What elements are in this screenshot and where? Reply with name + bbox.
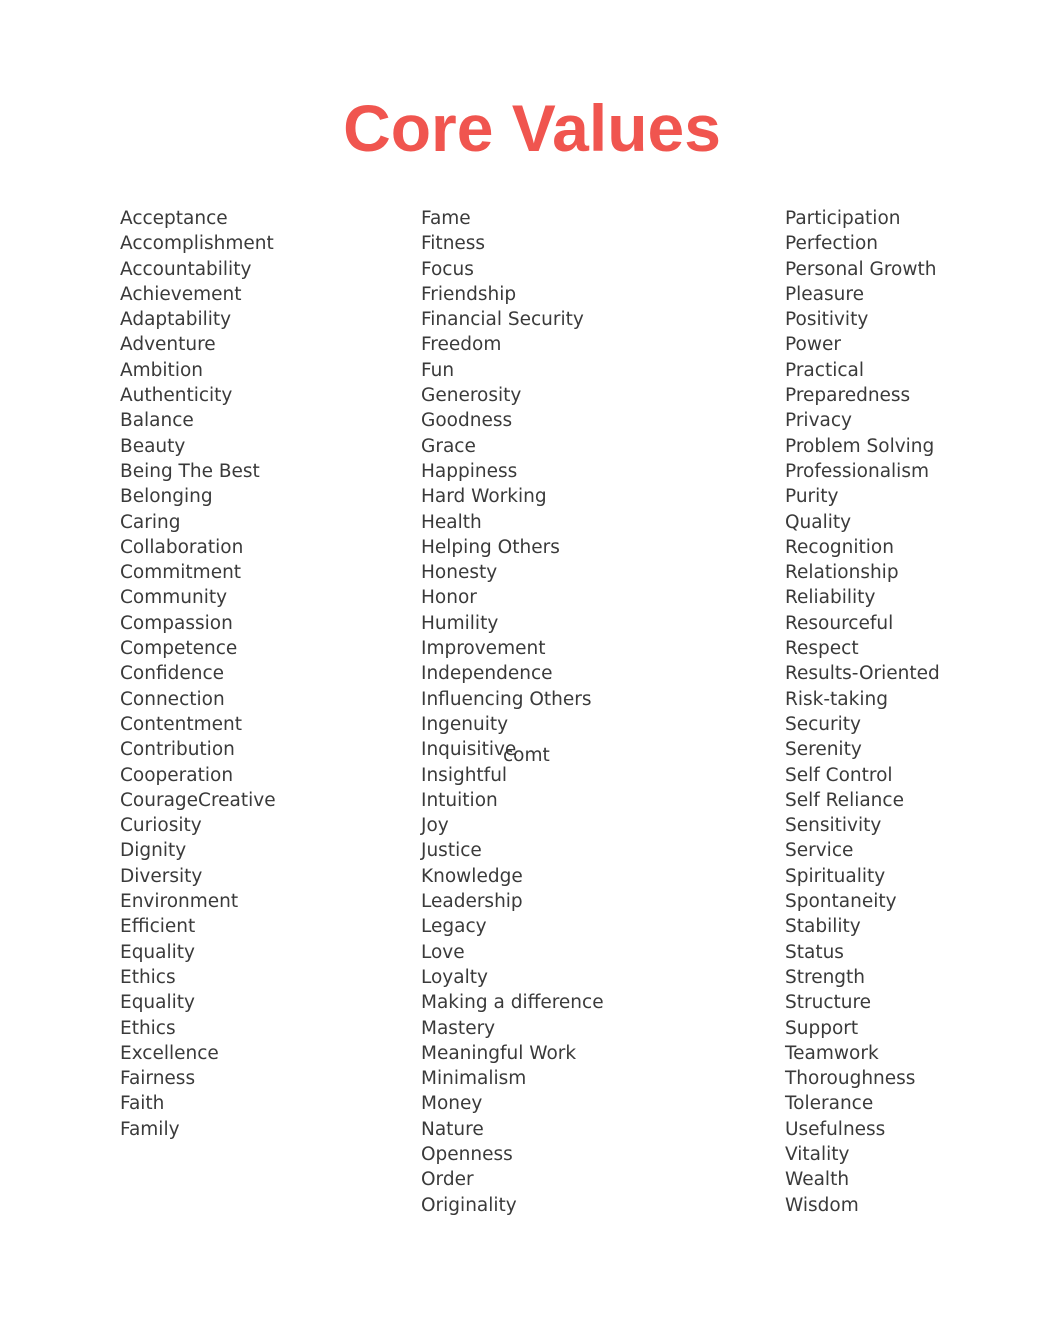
- value-item: Insightful: [421, 764, 508, 786]
- value-item: Focus: [421, 258, 474, 280]
- values-column-3: [785, 206, 940, 1218]
- values-column-1: [120, 206, 276, 1142]
- value-item: Improvement: [421, 638, 546, 660]
- value-item: Fame: [421, 208, 471, 229]
- value-item: Happiness: [421, 460, 518, 482]
- value-item: Relationship: [785, 562, 899, 584]
- value-item: Caring: [120, 511, 181, 533]
- value-item: Professionalism: [785, 460, 929, 482]
- value-item: Influencing Others: [421, 688, 592, 710]
- value-item: Inquisitive: [421, 739, 517, 761]
- value-item: Reliability: [785, 587, 876, 609]
- value-item: Vitality: [785, 1143, 850, 1165]
- value-item: Competence: [120, 638, 238, 660]
- value-item: Openness: [421, 1143, 513, 1165]
- value-item: Ethics: [120, 1017, 176, 1039]
- value-item: Goodness: [421, 410, 513, 432]
- value-item: Privacy: [785, 410, 852, 432]
- value-item: Practical: [785, 359, 864, 381]
- value-item: Fun: [421, 359, 455, 381]
- value-item: Belonging: [120, 486, 213, 508]
- value-item: Personal Growth: [785, 258, 937, 280]
- stray-text: comt: [503, 745, 550, 766]
- value-item: Justice: [421, 840, 482, 862]
- value-item: Spirituality: [785, 865, 886, 887]
- value-item: Positivity: [785, 309, 869, 331]
- value-item: Honor: [421, 587, 477, 609]
- value-item: Stability: [785, 916, 861, 938]
- value-item: Financial Security: [421, 309, 584, 331]
- value-item: Preparedness: [785, 385, 911, 407]
- value-item: Leadership: [421, 891, 523, 913]
- value-item: Participation: [785, 208, 901, 229]
- value-item: Accomplishment: [120, 233, 274, 255]
- value-item: Acceptance: [120, 208, 228, 229]
- value-item: Love: [421, 941, 465, 963]
- value-item: Money: [421, 1093, 483, 1115]
- value-item: Freedom: [421, 334, 502, 356]
- value-item: Problem Solving: [785, 435, 935, 457]
- value-item: Respect: [785, 638, 859, 660]
- value-item: Contentment: [120, 713, 242, 735]
- value-item: Connection: [120, 688, 225, 710]
- value-item: Self Control: [785, 764, 893, 786]
- value-item: Accountability: [120, 258, 252, 280]
- value-item: Nature: [421, 1118, 484, 1140]
- value-item: Wealth: [785, 1169, 850, 1191]
- value-item: Joy: [421, 815, 449, 837]
- value-item: Confidence: [120, 663, 225, 685]
- value-item: Serenity: [785, 739, 862, 761]
- value-item: Equality: [120, 992, 195, 1014]
- value-item: Fairness: [120, 1068, 196, 1090]
- value-item: Mastery: [421, 1017, 496, 1039]
- value-item: Self Reliance: [785, 789, 904, 811]
- value-item: Authenticity: [120, 385, 233, 407]
- value-item: Curiosity: [120, 815, 202, 837]
- value-item: Adventure: [120, 334, 216, 356]
- value-item: Generosity: [421, 385, 522, 407]
- value-item: Adaptability: [120, 309, 232, 331]
- value-item: Ingenuity: [421, 713, 509, 735]
- value-item: Compassion: [120, 612, 233, 634]
- value-item: Commitment: [120, 562, 242, 584]
- value-item: Efficient: [120, 916, 196, 938]
- value-item: Legacy: [421, 916, 487, 938]
- value-item: Recognition: [785, 536, 894, 558]
- value-item: Fitness: [421, 233, 486, 255]
- value-item: Excellence: [120, 1042, 219, 1064]
- value-item: Pleasure: [785, 283, 864, 305]
- value-item: Independence: [421, 663, 553, 685]
- value-item: Community: [120, 587, 228, 609]
- page-title: Core Values: [343, 91, 721, 165]
- value-item: Helping Others: [421, 536, 560, 558]
- value-item: Grace: [421, 435, 476, 457]
- value-item: Resourceful: [785, 612, 894, 634]
- value-item: Collaboration: [120, 536, 244, 558]
- value-item: Usefulness: [785, 1118, 886, 1140]
- value-item: Beauty: [120, 435, 186, 457]
- value-item: Humility: [421, 612, 499, 634]
- value-item: Diversity: [120, 865, 203, 887]
- value-item: Friendship: [421, 283, 517, 305]
- value-item: Being The Best: [120, 460, 260, 482]
- value-item: Service: [785, 840, 854, 862]
- value-item: Ambition: [120, 359, 203, 381]
- value-item: Minimalism: [421, 1068, 527, 1090]
- value-item: Balance: [120, 410, 194, 432]
- value-item: Support: [785, 1017, 859, 1039]
- value-item: Dignity: [120, 840, 187, 862]
- value-item: Equality: [120, 941, 195, 963]
- value-item: Purity: [785, 486, 839, 508]
- value-item: Environment: [120, 891, 239, 913]
- value-item: Faith: [120, 1093, 165, 1115]
- value-item: Contribution: [120, 739, 235, 761]
- value-item: Teamwork: [785, 1042, 879, 1064]
- value-item: Perfection: [785, 233, 878, 255]
- value-item: Tolerance: [785, 1093, 874, 1115]
- value-item: Honesty: [421, 562, 498, 584]
- value-item: Making a difference: [421, 992, 604, 1014]
- value-item: Results-Oriented: [785, 663, 940, 685]
- value-item: Health: [421, 511, 482, 533]
- value-item: Spontaneity: [785, 891, 897, 913]
- value-item: Originality: [421, 1194, 517, 1216]
- value-item: CourageCreative: [120, 789, 276, 811]
- value-item: Knowledge: [421, 865, 523, 887]
- value-item: Hard Working: [421, 486, 547, 508]
- value-item: Security: [785, 713, 861, 735]
- value-item: Strength: [785, 966, 866, 988]
- value-item: Status: [785, 941, 844, 963]
- value-item: Risk-taking: [785, 688, 888, 710]
- value-item: Intuition: [421, 789, 498, 811]
- value-item: Cooperation: [120, 764, 234, 786]
- value-item: Quality: [785, 511, 852, 533]
- value-item: Achievement: [120, 283, 242, 305]
- value-item: Family: [120, 1118, 180, 1140]
- value-item: Wisdom: [785, 1194, 859, 1216]
- value-item: Structure: [785, 992, 872, 1014]
- value-item: Sensitivity: [785, 815, 882, 837]
- value-item: Power: [785, 334, 841, 356]
- value-item: Loyalty: [421, 966, 488, 988]
- value-item: Order: [421, 1169, 474, 1191]
- value-item: Thoroughness: [785, 1068, 916, 1090]
- values-column-2: [421, 206, 604, 1218]
- value-item: Meaningful Work: [421, 1042, 577, 1064]
- value-item: Ethics: [120, 966, 176, 988]
